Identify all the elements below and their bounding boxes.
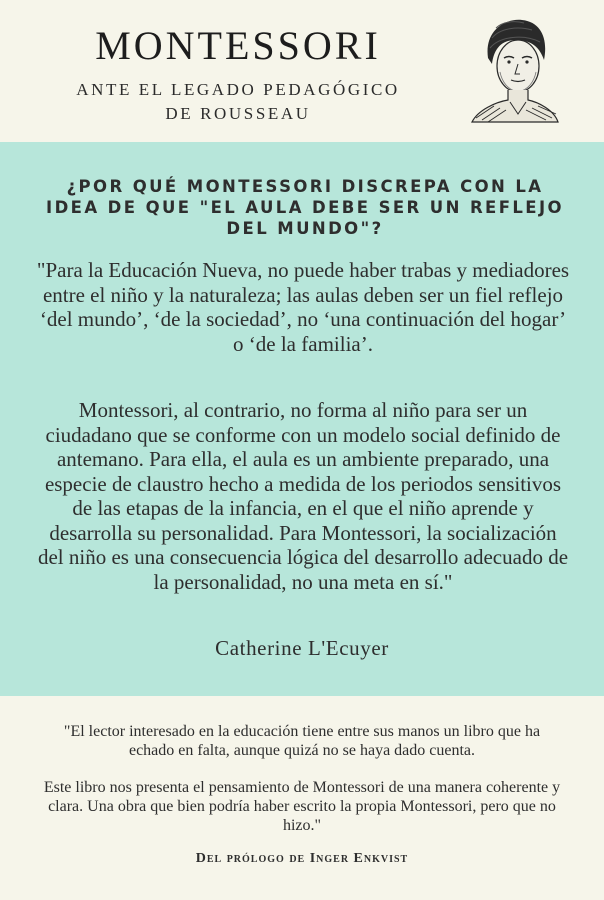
review-section (0, 696, 604, 900)
header (0, 0, 604, 142)
quote-paragraph-1: "Para la Educación Nueva, no puede haber trabas y mediadores entre el niño y la naturaleza; las aulas deben ser un fiel reflejo ‘del mundo’, ‘de la sociedad’, no ‘una continuación del hogar’ o ‘de la familia’. (36, 258, 570, 356)
subtitle-line-2: DE ROUSSEAU (165, 104, 311, 123)
quote-paragraph-2: Montessori, al contrario, no forma al niño para ser un ciudadano que se conforme con un modelo social definido de antemano. Para ella, el aula es un ambiente preparado, una especie de claustro hecho a medida de los periodos sensitivos de las etapas de la infancia, en el que el niño aprende y desarrolla su personalidad. Para Montessori, la socialización del niño es una consecuencia lógica del desarrollo adecuado de la personalidad, no una meta en sí." (37, 398, 569, 594)
quote-panel (0, 142, 604, 696)
review-paragraph-2: Este libro nos presenta el pensamiento de Montessori de una manera coherente y clara. Una obra que bien podría haber escrito la propia Montessori, pero que no hizo." (43, 779, 561, 834)
review-credit: Del prólogo de Inger Enkvist (195, 851, 409, 866)
question-line-2: IDEA DE QUE "EL AULA DEBE SER UN REFLEJO (46, 198, 564, 217)
question-line-1: ¿POR QUÉ MONTESSORI DISCREPA CON LA (66, 177, 544, 196)
question-heading (40, 176, 570, 239)
review-paragraph-1: "El lector interesado en la educación tiene entre sus manos un libro que ha echado en falta, aunque quizá no se haya dado cuenta. (63, 723, 541, 759)
question-line-3: DEL MUNDO"? (226, 219, 384, 238)
book-title: MONTESSORI (95, 23, 381, 68)
quote-author: Catherine L'Ecuyer (215, 636, 389, 660)
subtitle-line-1: ANTE EL LEGADO PEDAGÓGICO (76, 80, 400, 99)
montessori-portrait-icon (466, 14, 562, 124)
book-subtitle (30, 78, 446, 126)
